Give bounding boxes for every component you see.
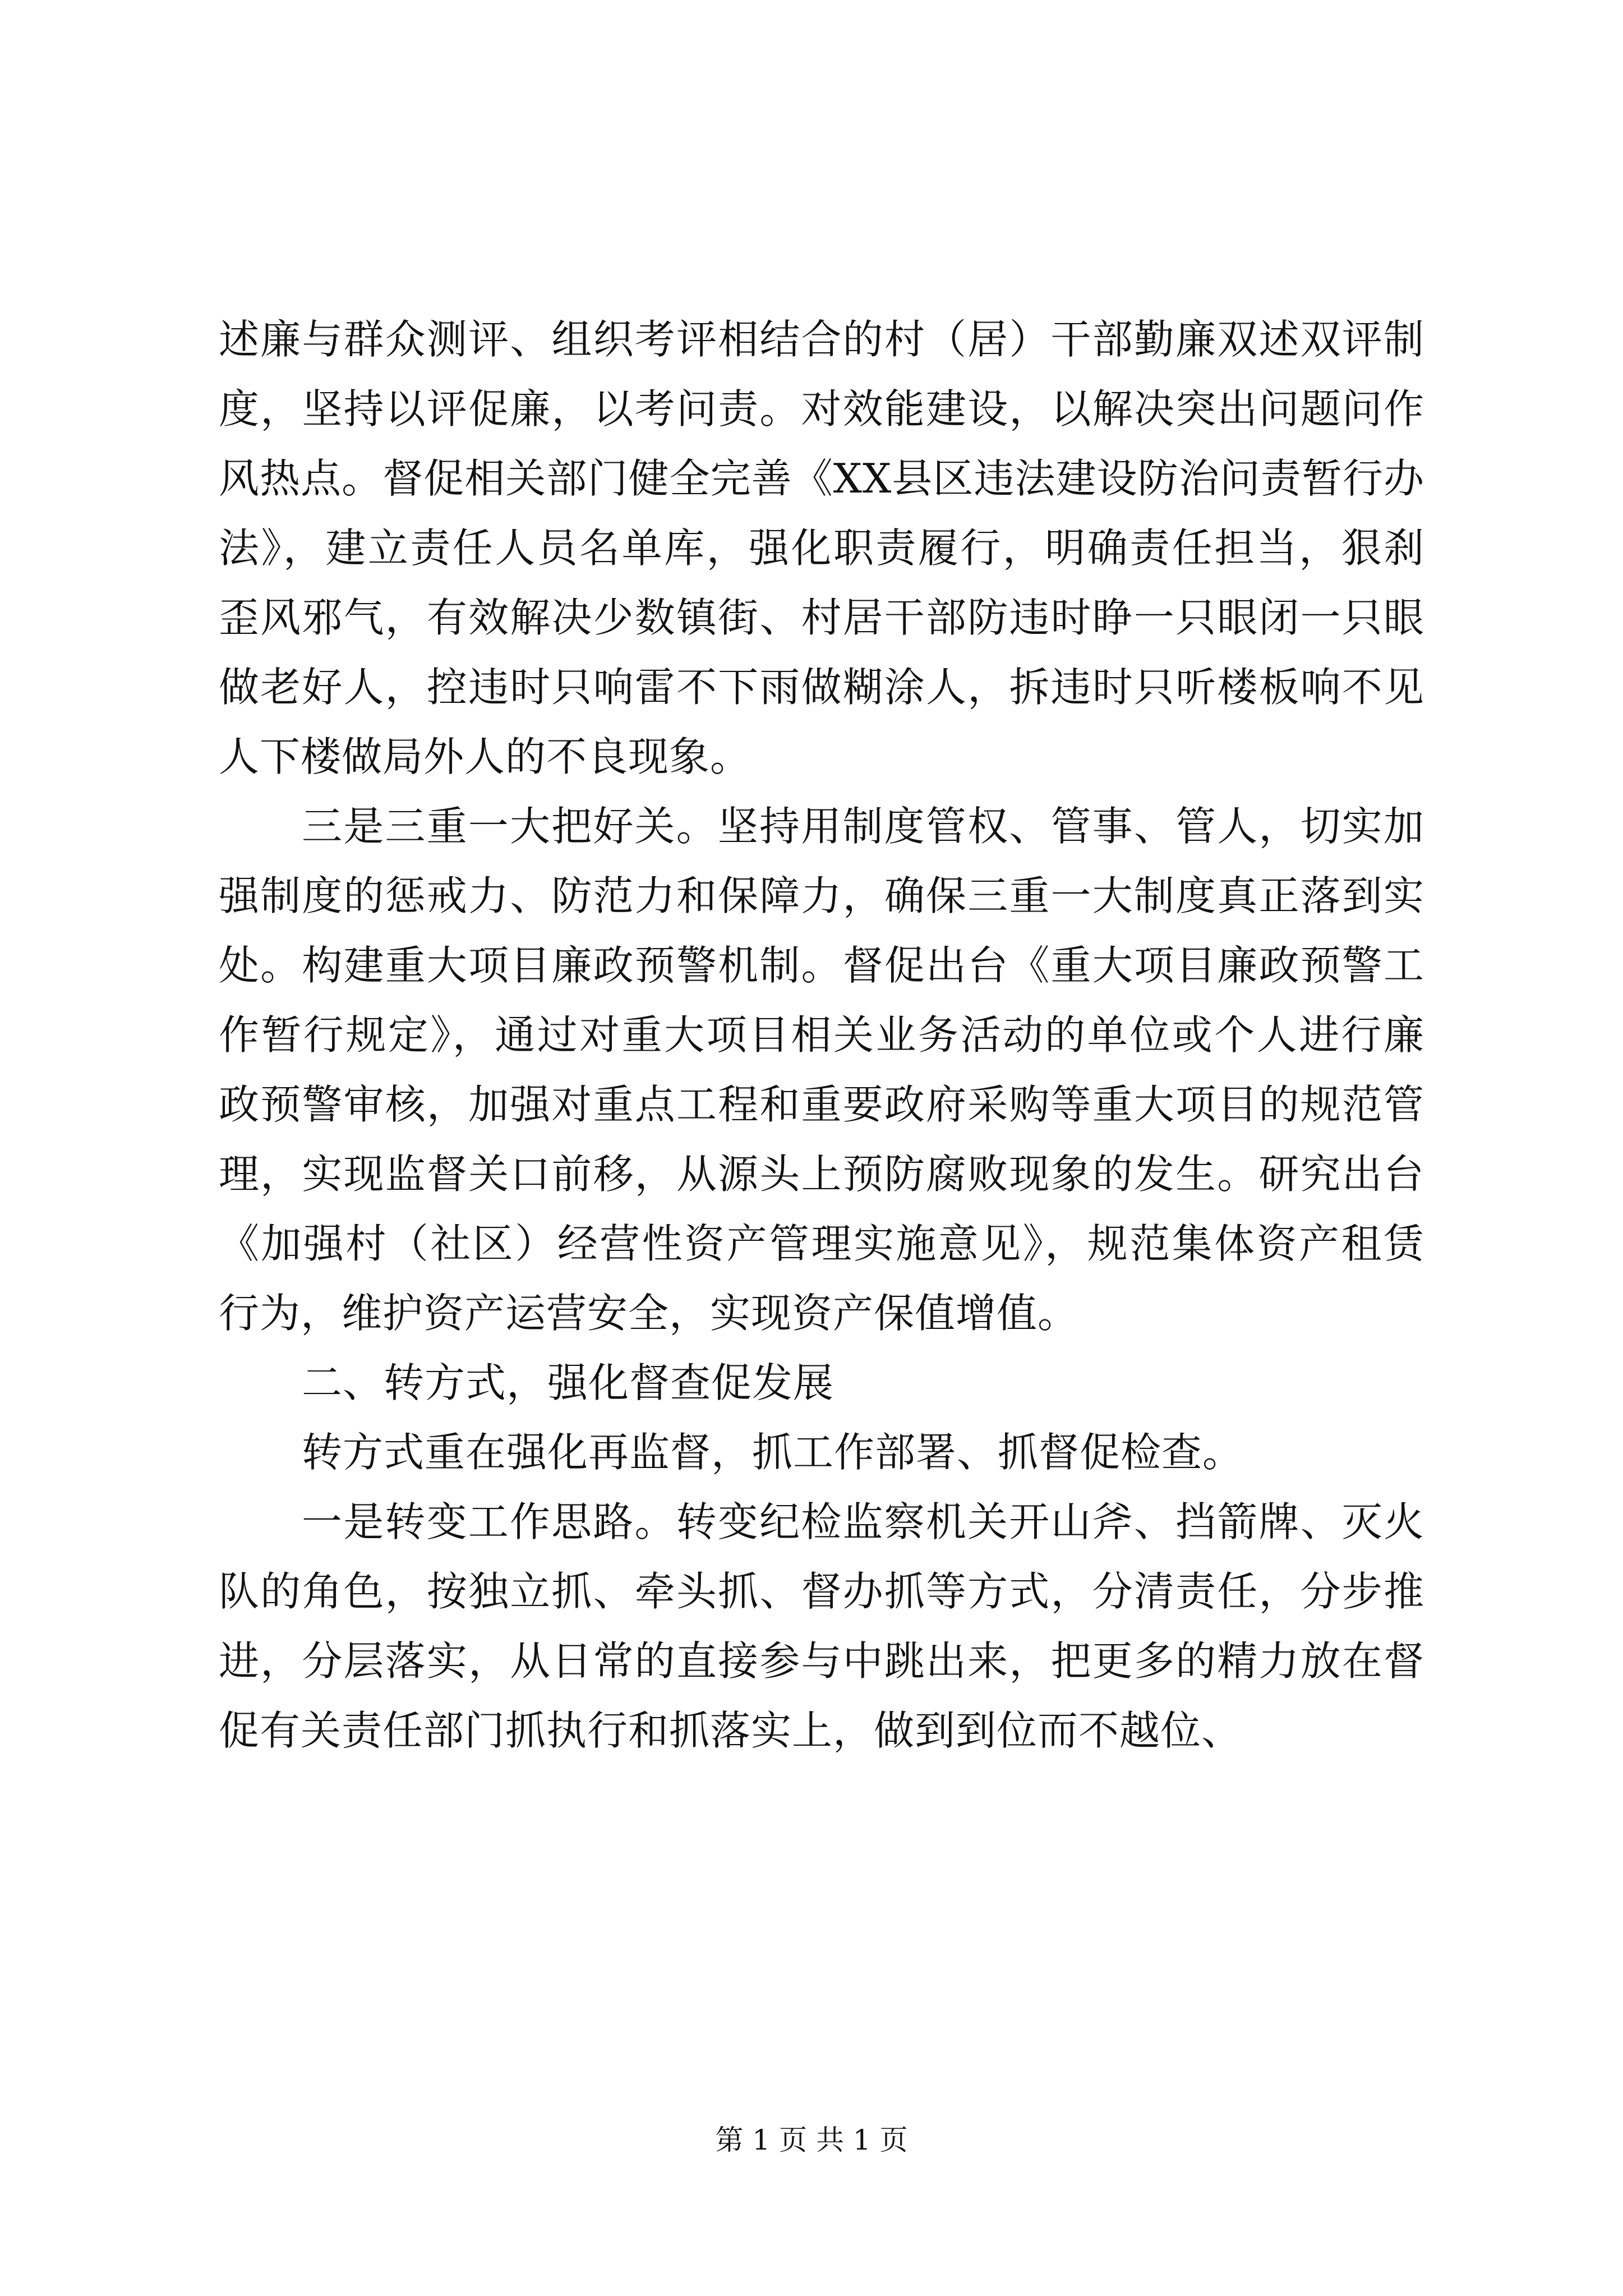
- paragraph: 一是转变工作思路。转变纪检监察机关开山斧、挡箭牌、灭火队的角色，按独立抓、牵头抓、督办抓等方式，分清责任，分步推进，分层落实，从日常的直接参与中跳出来，把更多的精力放在督促有关责任部门抓执行和抓落实上，做到到位而不越位、: [219, 1498, 1424, 1754]
- page-number-footer: 第 1 页 共 1 页: [715, 2124, 908, 2156]
- paragraph: 述廉与群众测评、组织考评相结合的村（居）干部勤廉双述双评制度，坚持以评促廉，以考问责。对效能建设，以解决突出问题问作风热点。督促相关部门健全完善《XX县区违法建设防治问责暂行办法》，建立责任人员名单库，强化职责履行，明确责任担当，狠刹歪风邪气，有效解决少数镇街、村居干部防违时睁一只眼闭一只眼做老好人，控违时只响雷不下雨做糊涂人，拆违时只听楼板响不见人下楼做局外人的不良现象。: [219, 316, 1424, 780]
- paragraph: 转方式重在强化再监督，抓工作部署、抓督促检查。: [302, 1429, 1244, 1476]
- paragraph: 三是三重一大把好关。坚持用制度管权、管事、管人，切实加强制度的惩戒力、防范力和保障力，确保三重一大制度真正落到实处。构建重大项目廉政预警机制。督促出台《重大项目廉政预警工作暂行规定》，通过对重大项目相关业务活动的单位或个人进行廉政预警审核，加强对重点工程和重要政府采购等重大项目的规范管理，实现监督关口前移，从源头上预防腐败现象的发生。研究出台《加强村（社区）经营性资产管理实施意见》，规范集体资产租赁行为，维护资产运营安全，实现资产保值增值。: [219, 803, 1424, 1337]
- document-body: [219, 305, 1424, 1765]
- section-heading: 二、转方式，强化督查促发展: [302, 1359, 834, 1406]
